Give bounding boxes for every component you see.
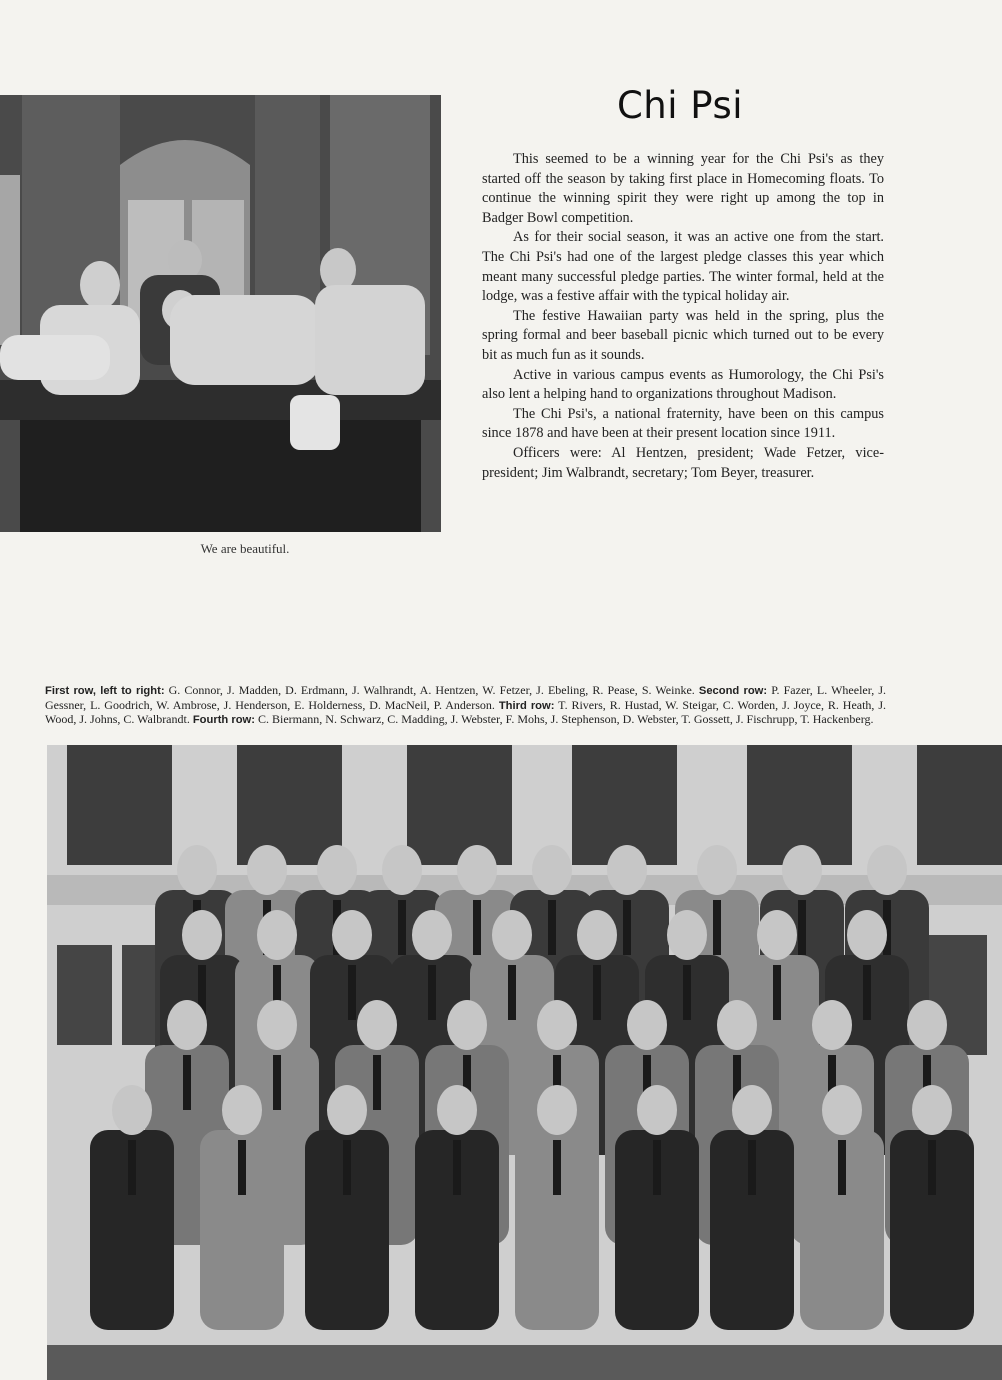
article-paragraph: Active in various campus events as Humorology, the Chi Psi's also lent a helping hand to organizations throughout Madison. [482,366,884,403]
roster-row-names: G. Connor, J. Madden, D. Erdmann, J. Walhrandt, A. Hentzen, W. Fetzer, J. Ebeling, R. Pease, S. Weinke. [168,683,695,697]
roster-row-label: First row, left to right: [45,685,165,697]
roster-row-names: C. Biermann, N. Schwarz, C. Madding, J. Webster, F. Mohs, J. Stephenson, D. Webster, T. Gossett, J. Fischrupp, T. Hackenberg. [257,712,874,727]
roster-row-label: Third row: [498,699,555,712]
article-paragraph: Officers were: Al Hentzen, president; Wade Fetzer, vice-president; Jim Walbrandt, secretary; Tom Beyer, treasurer. [482,444,884,481]
group-photo [47,745,1002,1380]
roster-row-label: Fourth row: [192,714,255,727]
candid-photo [0,95,441,532]
photo-caption: We are beautiful. [200,541,290,556]
article-paragraph: As for their social season, it was an active one from the start. The Chi Psi's had one of the largest pledge classes this year which meant many successful pledge parties. The winter formal, held at the lodge, was a festive affair with the typical holiday air. [482,229,884,305]
page-title: Chi Psi [616,84,744,127]
roster-caption [45,684,886,728]
article-paragraph: The festive Hawaiian party was held in the spring, plus the spring formal and beer baseball picnic which turned out to be every bit as much fun as it sounds. [482,307,884,363]
article-paragraph: The Chi Psi's, a national fraternity, have been on this campus since 1878 and have been at their present location since 1911. [482,405,884,442]
roster-row-label: Second row: [698,685,768,697]
article-paragraph: This seemed to be a winning year for the Chi Psi's as they started off the season by taking first place in Homecoming floats. To continue the winning spirit they were right up among the top in Badger Bowl competition. [482,151,884,226]
article-body [482,150,884,483]
roster-row-names: T. Rivers, R. Hustad, W. Steigar, C. Worden, J. Joyce, R. Heath, J. Wood, J. Johns, C. Walbrandt. [45,697,887,727]
roster-row-names: P. Fazer, L. Wheeler, J. Gessner, L. Goodrich, W. Ambrose, J. Henderson, E. Holderness, D. MacNeil, P. Anderson. [45,683,886,712]
